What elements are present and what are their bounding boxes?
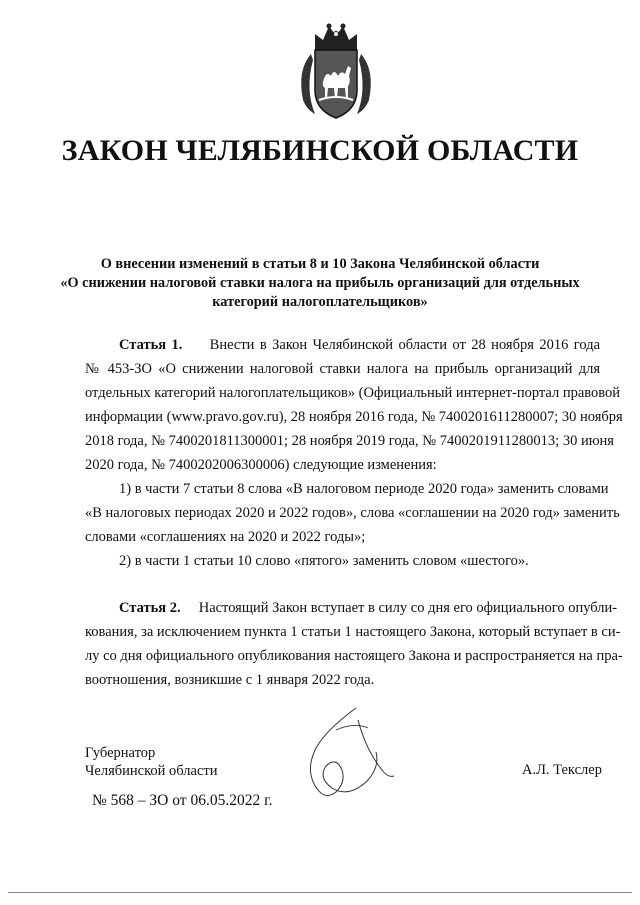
article-2 [85,596,623,692]
article-2-text-line: Настоящий Закон вступает в силу со дня его официального опубли- [198,600,618,616]
handwritten-signature [296,700,406,810]
article-1-item-2: 2) в части 1 статьи 10 слово «пятого» заменить словом «шестого». [119,553,529,569]
article-1-text-line: № 453-ЗО «О снижении налоговой ставки налога на прибыль организаций для [85,361,600,377]
article-2-text-line: лу со дня официального опубликования настоящего Закона и распространяется на пра- [85,648,623,664]
signatory-position [85,744,218,780]
article-2-text-line: воотношения, возникшие с 1 января 2022 года. [85,672,375,688]
subtitle-line: О внесении изменений в статьи 8 и 10 Закона Челябинской области [100,256,540,272]
document-title: ЗАКОН ЧЕЛЯБИНСКОЙ ОБЛАСТИ [61,134,579,167]
signatory-name: А.Л. Текслер [522,762,602,778]
signatory-position-line: Губернатор [85,745,156,761]
registration-number: № 568 – ЗО от 06.05.2022 г. [92,792,273,809]
article-1-text-line: отдельных категорий налогоплательщиков» (Официальный интернет-портал правовой [85,385,621,401]
article-1-text-line: 2018 года, № 7400201811300001; 28 ноября 2019 года, № 7400201911280013; 30 июня [85,433,614,449]
article-1-item-1-line: 1) в части 7 статьи 8 слова «В налоговом периоде 2020 года» заменить словами [119,481,609,497]
document-subtitle [60,255,580,312]
article-1-text-line: Внести в Закон Челябинской области от 28 ноября 2016 года [209,337,601,353]
article-1-text-line: 2020 года, № 7400202006300006) следующие изменения: [85,457,437,473]
coat-of-arms-emblem [293,20,379,120]
article-1-text-line: информации (www.pravo.gov.ru), 28 ноября 2016 года, № 7400201611280007; 30 ноября [85,409,623,425]
article-1-item-1-line: словами «соглашениях на 2020 и 2022 годы»; [85,529,366,545]
article-1-heading: Статья 1. [119,337,183,353]
article-1-item-1-line: «В налоговых периодах 2020 и 2022 годов», слова «соглашении на 2020 год» заменить [85,505,620,521]
article-1 [85,333,623,573]
subtitle-line: категорий налогоплательщиков» [212,294,428,310]
article-2-heading: Статья 2. [119,600,181,616]
bottom-divider [8,892,632,893]
subtitle-line: «О снижении налоговой ставки налога на прибыль организаций для отдельных [60,275,580,291]
article-2-text-line: кования, за исключением пункта 1 статьи 1 настоящего Закона, который вступает в си- [85,624,621,640]
signatory-position-line: Челябинской области [85,763,218,779]
